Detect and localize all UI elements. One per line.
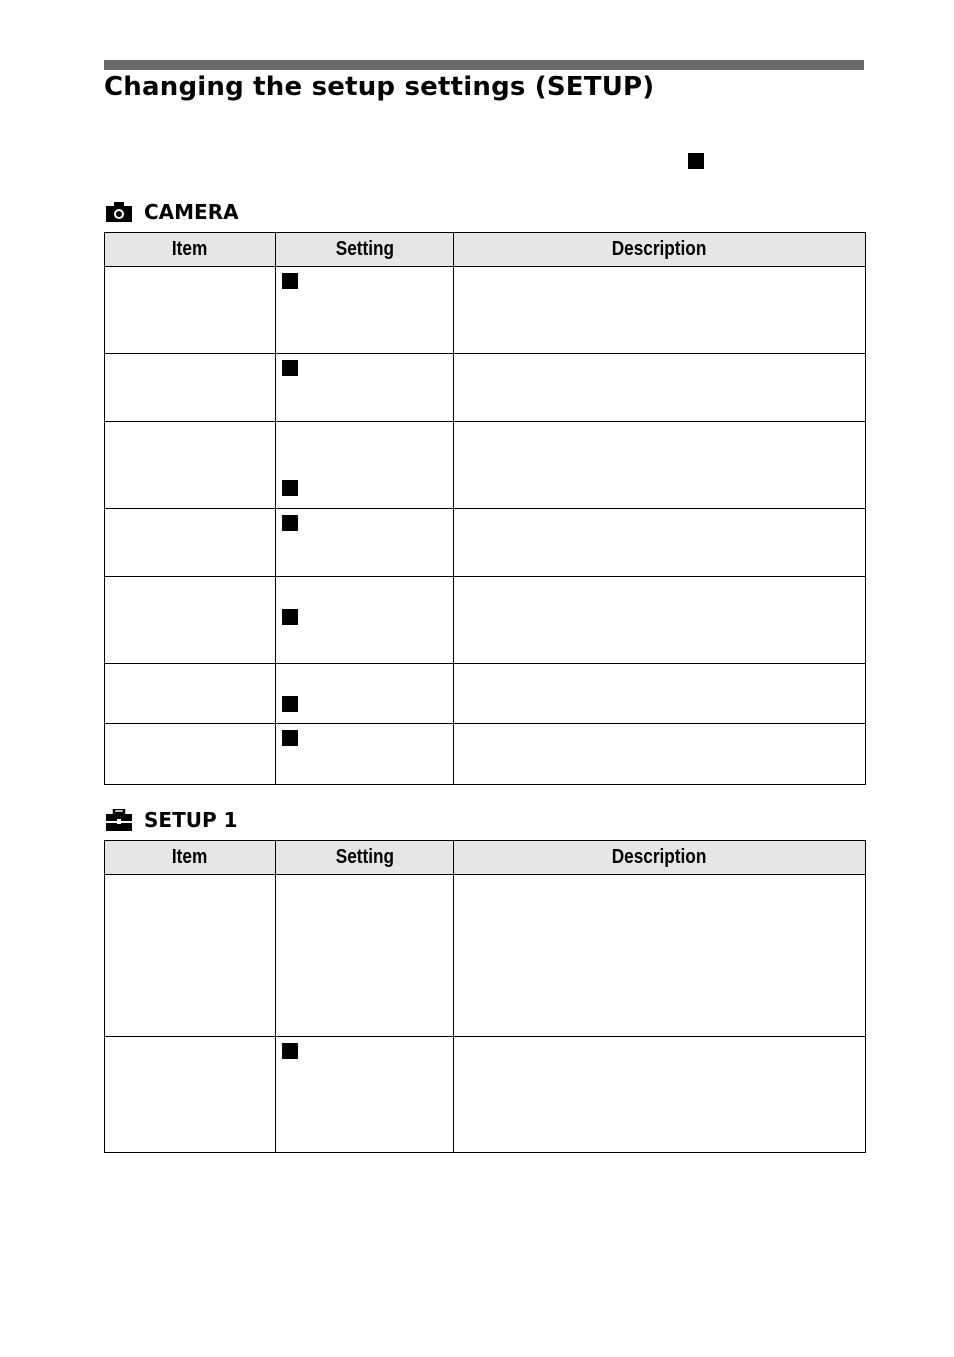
description-cell: [454, 422, 866, 509]
setting-cell: [276, 354, 454, 422]
table-row: [105, 577, 866, 664]
table-row: [105, 422, 866, 509]
item-cell: [105, 1037, 276, 1153]
description-cell: [454, 664, 866, 724]
item-cell: [105, 267, 276, 354]
table-row: [105, 875, 866, 1037]
top-rule: [104, 60, 864, 70]
table-row: [105, 664, 866, 724]
camera-icon: [106, 202, 132, 222]
setting-cell: [276, 724, 454, 785]
item-cell: [105, 509, 276, 577]
table-header-row: [105, 841, 866, 875]
column-header-item: Item: [105, 841, 276, 875]
description-cell: [454, 267, 866, 354]
description-cell: [454, 354, 866, 422]
table-header-row: [105, 233, 866, 267]
section-label: SETUP 1: [144, 808, 238, 832]
default-marker-icon: [282, 273, 298, 289]
default-marker-icon: [282, 609, 298, 625]
setting-cell: [276, 267, 454, 354]
page-title: Changing the setup settings (SETUP): [104, 72, 655, 102]
description-cell: [454, 724, 866, 785]
camera-section-heading: [106, 200, 239, 224]
default-marker-icon: [282, 696, 298, 712]
item-cell: [105, 354, 276, 422]
table-row: [105, 724, 866, 785]
setting-cell: [276, 1037, 454, 1153]
setting-cell: [276, 664, 454, 724]
column-header-setting: Setting: [276, 233, 454, 267]
table-row: [105, 267, 866, 354]
setup1-section-heading: [106, 808, 238, 832]
column-header-setting: Setting: [276, 841, 454, 875]
setting-cell: [276, 509, 454, 577]
description-cell: [454, 875, 866, 1037]
section-label: CAMERA: [144, 200, 239, 224]
toolbox-icon: [106, 809, 132, 831]
table-row: [105, 509, 866, 577]
description-cell: [454, 509, 866, 577]
default-setting-marker: [688, 153, 704, 169]
camera-settings-table: [104, 232, 866, 785]
default-marker-icon: [282, 480, 298, 496]
default-marker-icon: [282, 515, 298, 531]
default-marker-icon: [282, 1043, 298, 1059]
setting-cell: [276, 422, 454, 509]
default-marker-icon: [282, 730, 298, 746]
description-cell: [454, 1037, 866, 1153]
column-header-description: Description: [454, 233, 866, 267]
item-cell: [105, 422, 276, 509]
default-marker-icon: [282, 360, 298, 376]
item-cell: [105, 577, 276, 664]
column-header-item: Item: [105, 233, 276, 267]
setup1-settings-table: [104, 840, 866, 1153]
table-row: [105, 1037, 866, 1153]
setting-cell: [276, 577, 454, 664]
description-cell: [454, 577, 866, 664]
item-cell: [105, 875, 276, 1037]
setting-cell: [276, 875, 454, 1037]
item-cell: [105, 724, 276, 785]
table-row: [105, 354, 866, 422]
column-header-description: Description: [454, 841, 866, 875]
item-cell: [105, 664, 276, 724]
